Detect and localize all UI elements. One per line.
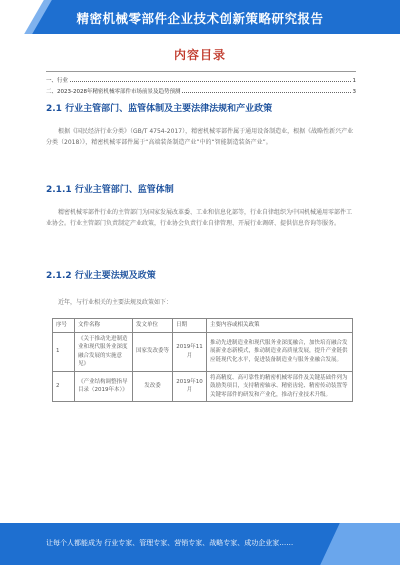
toc-item-text: 二、2023-2028年精密机械零部件市场前景及趋势预测 — [46, 89, 181, 95]
table-header-cell: 序号 — [53, 319, 75, 333]
section-heading: 2.1.2 行业主要法规及政策 — [46, 271, 156, 281]
table-header-cell: 主要内容或相关政策 — [207, 319, 353, 333]
table-cell-issuer: 国家发改委等 — [133, 332, 173, 371]
report-title: 精密机械零部件企业技术创新策略研究报告 — [76, 11, 324, 26]
table-cell-name: 《产业结构调整指导目录（2019年本）》 — [75, 371, 133, 402]
table-cell-name: 《关于推动先进制造业和现代服务业深度融合发展的实施意见》 — [75, 332, 133, 371]
toc-item[interactable] — [46, 74, 356, 84]
table-header-cell: 日期 — [173, 319, 207, 333]
table-row — [53, 332, 353, 371]
table-cell-content: 将高精度、高可靠性的精密机械零部件及关键基础件列为鼓励类项目，支持精密轴承、精密齿轮、精密传动装置等关键零部件的研发和产业化，推动行业技术升级。 — [207, 371, 353, 402]
toc-leader-dots — [182, 92, 350, 93]
table-cell-date: 2019年11月 — [173, 332, 207, 371]
toc-item-page: 1 — [352, 78, 356, 84]
page-header — [0, 0, 400, 34]
table-row — [53, 371, 353, 402]
table-cell-date: 2019年10月 — [173, 371, 207, 402]
table-header-row — [53, 319, 353, 333]
table-cell-content: 推动先进制造业和现代服务业深度融合，加快培育融合发展新业态新模式，推动制造业高质量发展，提升产业链供应链现代化水平，促进装备制造业与服务业融合发展。 — [207, 332, 353, 371]
toc-leader-dots — [70, 81, 350, 82]
section-heading: 2.1.1 行业主管部门、监管体制 — [46, 185, 174, 195]
table-cell-number: 1 — [53, 332, 75, 371]
section-paragraph: 根据《国民经济行业分类》（GB/T 4754-2017），精密机械零部件属于通用设备制造业，根据《战略性新兴产业分类（2018）》，精密机械零部件属于“高端装备制造产业”中的“智能制造装备产业”。 — [46, 128, 354, 146]
toc-item[interactable] — [46, 85, 356, 95]
toc-item-page: 3 — [352, 89, 356, 95]
table-caption: 近年，与行业相关的主要法规及政策如下： — [58, 299, 173, 306]
table-header-cell: 发文单位 — [133, 319, 173, 333]
toc-title: 内容目录 — [173, 48, 226, 62]
section-heading: 2.1 行业主管部门、监管体制及主要法律法规和产业政策 — [46, 104, 273, 114]
toc-divider — [46, 71, 356, 72]
toc-item-text: 一、行业 — [46, 78, 69, 84]
footer-decoration — [320, 523, 400, 565]
section-paragraph: 精密机械零部件行业的主管部门为国家发展改革委、工业和信息化部等，行业自律组织为中国机械通用零部件工业协会。行业主管部门负责制定产业政策，行业协会负责行业自律管理、开展行业调研、提供信息咨询等服务。 — [46, 209, 353, 227]
table-cell-issuer: 发改委 — [133, 371, 173, 402]
table-header-cell: 文件名称 — [75, 319, 133, 333]
footer-slogan: 让每个人都能成为 行业专家、管理专家、营销专家、战略专家、成功企业家…… — [46, 539, 294, 547]
page-footer — [0, 523, 400, 565]
table-cell-number: 2 — [53, 371, 75, 402]
policy-table — [52, 318, 353, 402]
